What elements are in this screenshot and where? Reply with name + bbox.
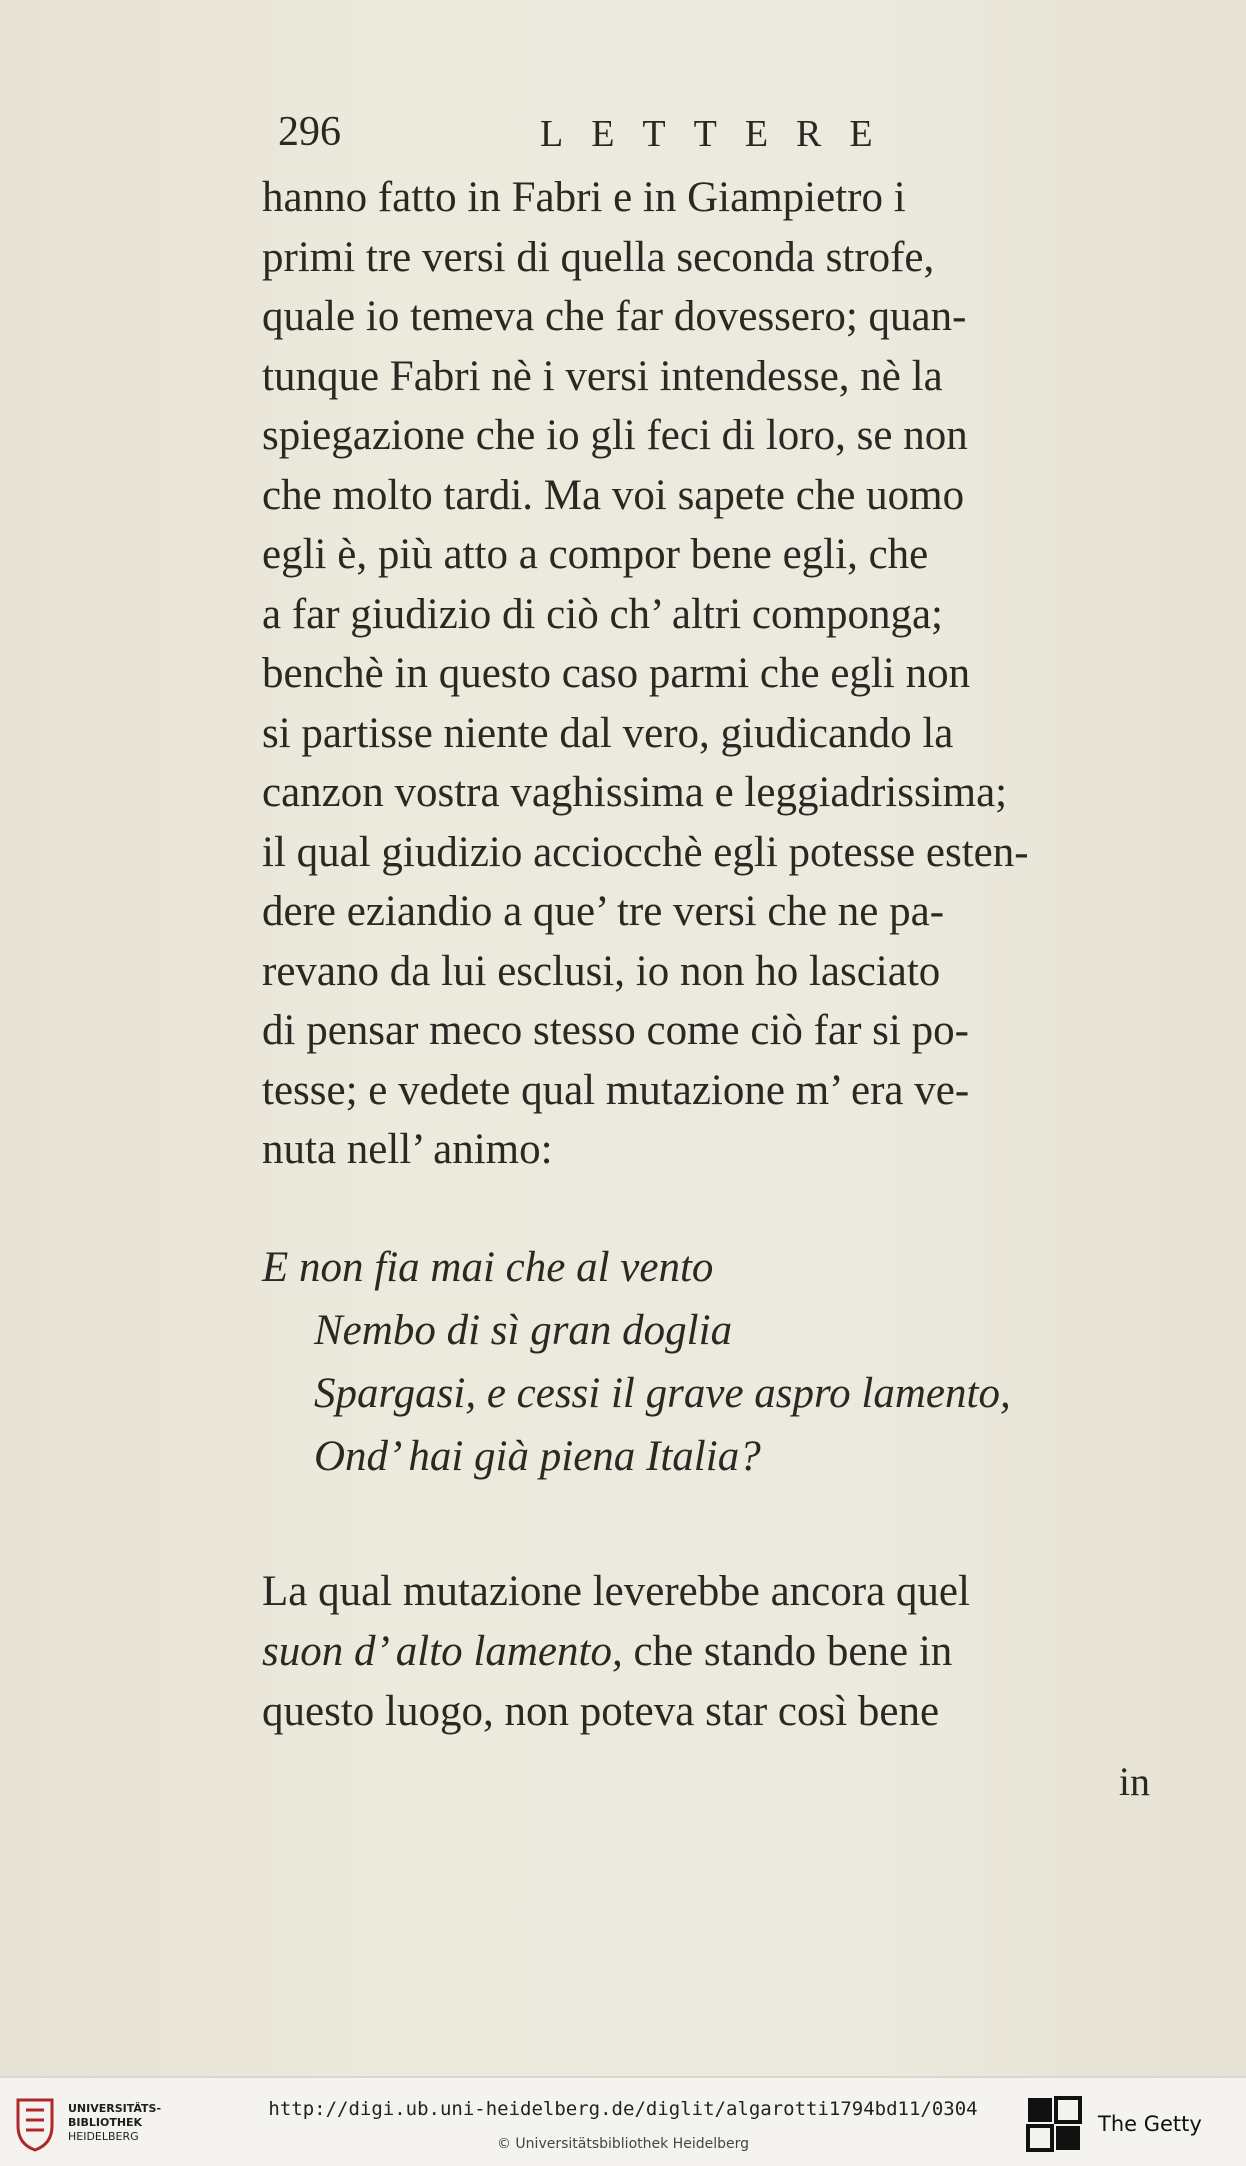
text-line: a far giudizio di ciò ch’ altri componga; [262,590,943,638]
permalink-url[interactable]: http://digi.ub.uni-heidelberg.de/diglit/algarotti1794bd11/0304 [268,2098,978,2120]
text-line: tunque Fabri nè i versi intendesse, nè la [262,352,943,400]
getty-mark-icon [1026,2096,1082,2152]
verse-line: Nembo di sì gran doglia [314,1307,733,1354]
text-line: hanno fatto in Fabri e in Giampietro i [262,174,906,221]
running-title: LETTERE [540,113,901,155]
italic-quote: suon d’ alto lamento, [262,1628,623,1675]
text-line: canzon vostra vaghissima e leggiadrissima; [262,769,1008,816]
text-line: tesse; e vedete qual mutazione m’ era ve- [262,1066,970,1114]
text-line: dere eziandio a que’ tre versi che ne pa- [262,888,945,935]
text-line: si partisse niente dal vero, giudicando la [262,709,954,757]
text-line: di pensar meco stesso come ciò far si po- [262,1007,969,1054]
text-line: spiegazione che io gli feci di loro, se non [262,412,968,459]
closing-paragraph [262,1562,1166,1742]
body-text [262,168,1182,1180]
library-name-line: HEIDELBERG [68,2130,139,2143]
text-line: questo luogo, non poteva star così bene [262,1688,940,1735]
library-name-line: UNIVERSITÄTS- [68,2102,162,2115]
catchword: in [1118,1759,1150,1804]
text-line: benchè in questo caso parmi che egli non [262,650,971,697]
text-line: egli è, più atto a compor bene egli, che [262,531,929,578]
text-fragment: che stando bene in [633,1628,953,1675]
getty-label: The Getty [1098,2112,1202,2136]
page-number: 296 [278,109,341,155]
text-line: La qual mutazione leverebbe ancora quel [262,1568,970,1615]
text-line: quale io temeva che far dovessero; quan- [262,293,967,340]
text-line [262,1622,1166,1682]
viewer-footer [0,2076,1246,2166]
library-name-line: BIBLIOTHEK [68,2116,143,2129]
text-line: che molto tardi. Ma voi sapete che uomo [262,471,965,519]
verse-line: E non fia mai che al vento [262,1244,714,1291]
text-line: primi tre versi di quella seconda strofe, [262,233,935,281]
verse-line: Spargasi, e cessi il grave aspro lamento, [314,1370,1011,1417]
getty-logo[interactable] [1026,2096,1226,2152]
page-header [278,108,938,168]
copyright-notice: © Universitätsbibliothek Heidelberg [496,2136,749,2152]
text-line: il qual giudizio acciocchè egli potesse esten- [262,828,1029,876]
text-line: nuta nell’ animo: [262,1126,553,1173]
text-line: revano da lui esclusi, io non ho lasciato [262,947,941,995]
verse-quotation [262,1236,1182,1488]
verse-line: Ond’ hai già piena Italia? [314,1433,761,1480]
